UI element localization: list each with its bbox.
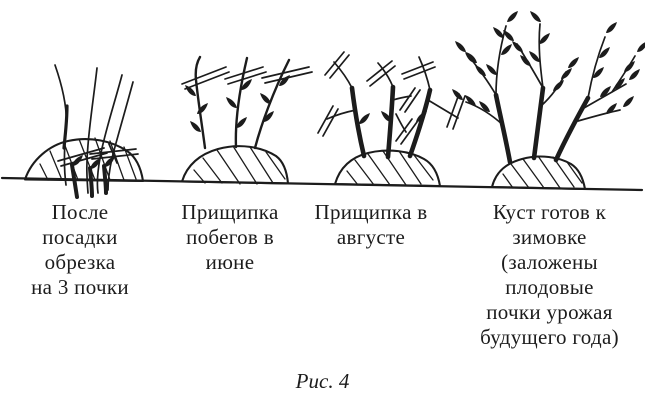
- caption-line: зимовке: [512, 225, 587, 249]
- caption-line: плодовые: [505, 275, 594, 299]
- caption-line: Куст готов к: [492, 200, 607, 224]
- stage-2-drawing: [182, 57, 312, 184]
- stage-4-drawing: [452, 11, 645, 189]
- stage-2-caption: [160, 200, 300, 275]
- caption-line: будущего года): [480, 325, 619, 349]
- bush-pruning-stages-drawing: [0, 0, 645, 200]
- caption-line: побегов в: [186, 225, 274, 249]
- figure-number-label: Рис. 4: [295, 369, 350, 393]
- caption-line: Прищипка: [181, 200, 279, 224]
- caption-line: посадки: [42, 225, 118, 249]
- stage-4-main-stems: [496, 88, 588, 162]
- caption-line: на 3 почки: [31, 275, 129, 299]
- stage-1-drawing: [25, 65, 143, 197]
- stage-3-drawing: [318, 52, 465, 186]
- mound-2: [182, 146, 288, 183]
- caption-line: почки урожая: [486, 300, 613, 324]
- caption-line: августе: [336, 225, 406, 249]
- stage-3-caption: [301, 200, 441, 250]
- mound-4: [492, 157, 585, 189]
- stage-1-caption: [10, 200, 150, 300]
- stage-4-caption: [459, 200, 640, 350]
- caption-line: июне: [205, 250, 255, 274]
- caption-line: После: [51, 200, 109, 224]
- caption-line: Прищипка в: [314, 200, 428, 224]
- caption-line: обрезка: [44, 250, 116, 274]
- caption-line: (заложены: [501, 250, 598, 274]
- stage-2-shoots: [196, 57, 289, 148]
